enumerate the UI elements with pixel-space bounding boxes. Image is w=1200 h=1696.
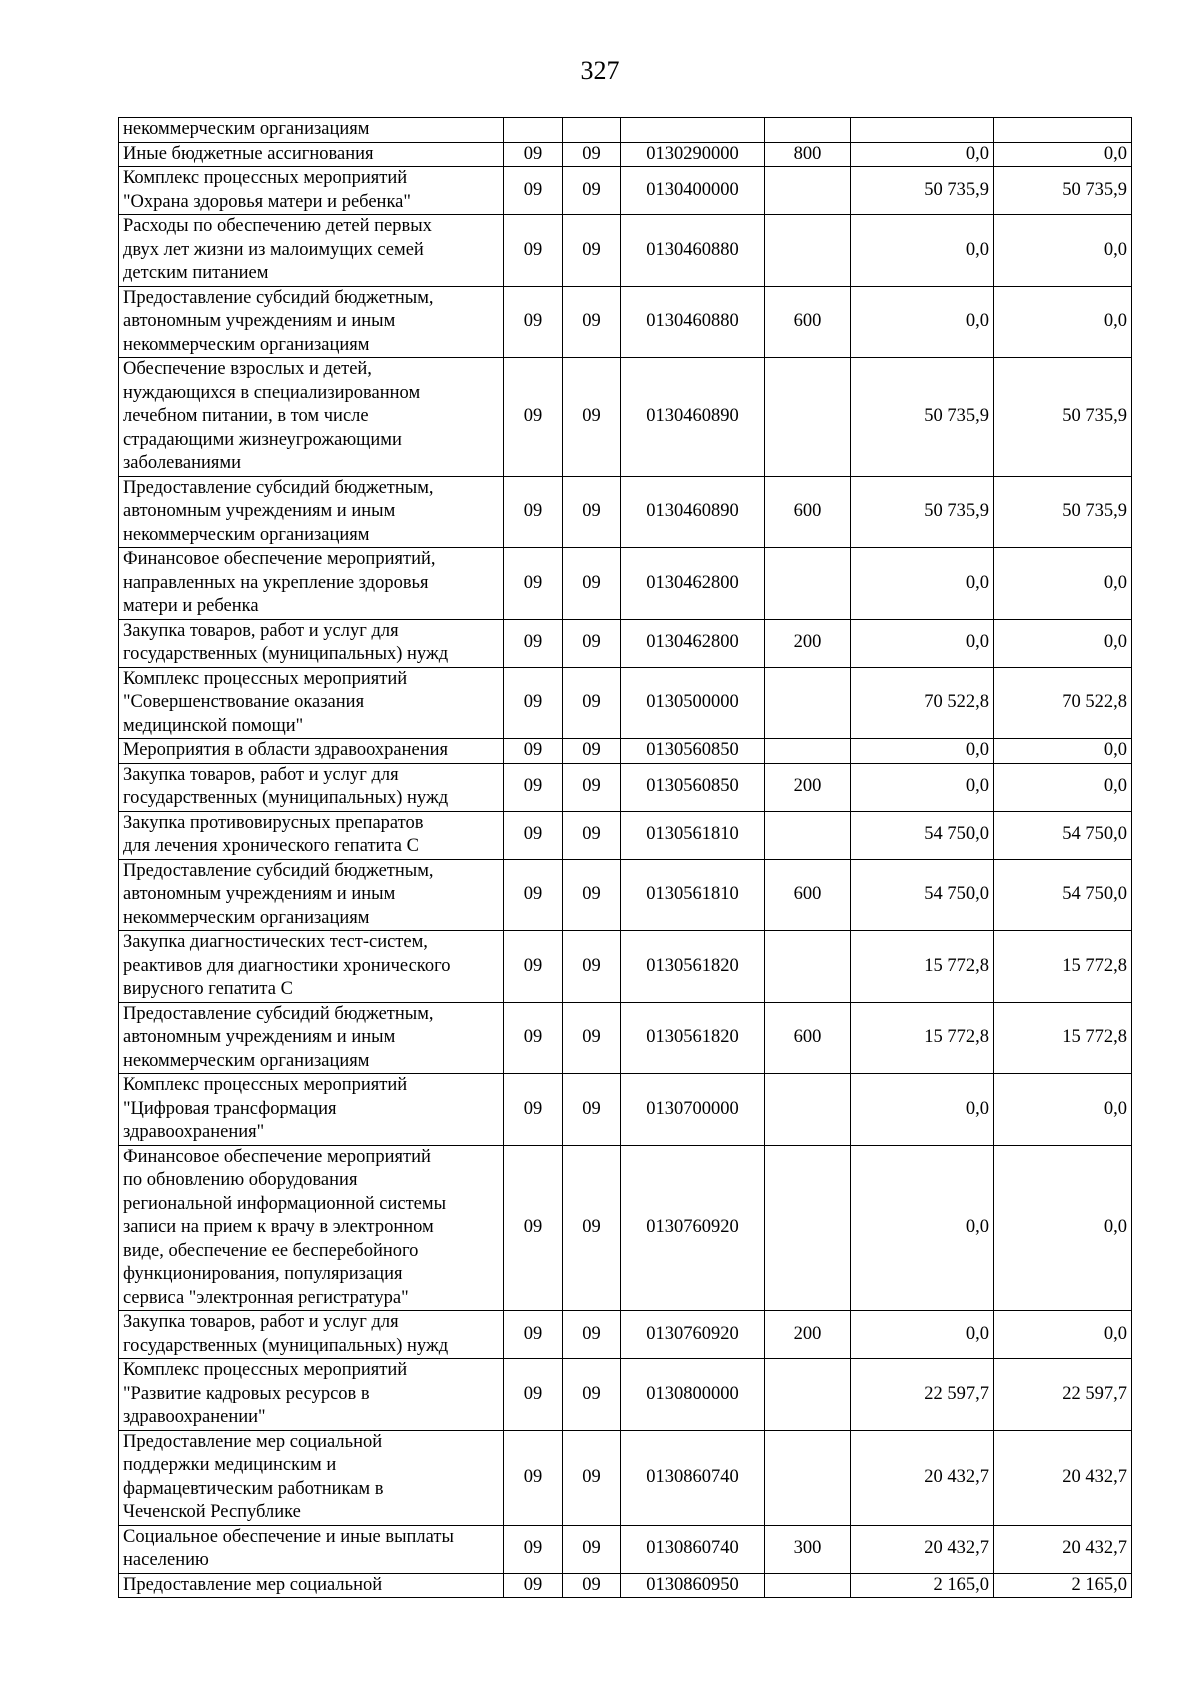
table-row <box>119 1311 1132 1359</box>
row-name: Финансовое обеспечение мероприятий по обновлению оборудования региональной информационной системы записи на прием к врачу в электронном виде, обеспечение ее бесперебойного функционирования, популяризация сервиса "электронная регистратура" <box>119 1145 504 1311</box>
row-section-code: 09 <box>504 931 563 1003</box>
page-number: 327 <box>580 56 620 85</box>
row-amount-2: 0,0 <box>994 142 1132 167</box>
row-target-article: 0130760920 <box>621 1311 765 1359</box>
row-amount-1: 0,0 <box>851 739 994 764</box>
row-section-code: 09 <box>504 1573 563 1598</box>
row-amount-2: 54 750,0 <box>994 859 1132 931</box>
row-expense-type: 600 <box>765 1002 851 1074</box>
row-amount-2: 0,0 <box>994 1145 1132 1311</box>
row-subsection-code: 09 <box>563 548 621 620</box>
row-amount-1: 15 772,8 <box>851 1002 994 1074</box>
row-amount-1: 54 750,0 <box>851 811 994 859</box>
row-amount-2: 20 432,7 <box>994 1430 1132 1525</box>
row-name: Комплекс процессных мероприятий "Совершенствование оказания медицинской помощи" <box>119 667 504 739</box>
row-expense-type: 600 <box>765 286 851 358</box>
row-subsection-code: 09 <box>563 286 621 358</box>
row-amount-1: 0,0 <box>851 142 994 167</box>
row-amount-2: 0,0 <box>994 763 1132 811</box>
row-amount-1: 20 432,7 <box>851 1525 994 1573</box>
row-target-article: 0130561820 <box>621 1002 765 1074</box>
row-subsection-code: 09 <box>563 1430 621 1525</box>
row-target-article: 0130700000 <box>621 1074 765 1146</box>
row-target-article: 0130760920 <box>621 1145 765 1311</box>
row-expense-type <box>765 1430 851 1525</box>
table-row <box>119 931 1132 1003</box>
row-amount-2: 50 735,9 <box>994 476 1132 548</box>
row-amount-1: 2 165,0 <box>851 1573 994 1598</box>
table-row <box>119 763 1132 811</box>
row-section-code: 09 <box>504 167 563 215</box>
row-section-code: 09 <box>504 1525 563 1573</box>
row-target-article: 0130462800 <box>621 619 765 667</box>
table-row <box>119 548 1132 620</box>
row-name: Закупка противовирусных препаратов для лечения хронического гепатита С <box>119 811 504 859</box>
row-expense-type: 200 <box>765 1311 851 1359</box>
row-expense-type: 200 <box>765 763 851 811</box>
row-name: Предоставление мер социальной поддержки медицинским и фармацевтическим работникам в Чеченской Республике <box>119 1430 504 1525</box>
row-expense-type: 800 <box>765 142 851 167</box>
row-expense-type <box>765 358 851 477</box>
row-section-code: 09 <box>504 215 563 287</box>
row-subsection-code: 09 <box>563 358 621 477</box>
row-amount-2: 0,0 <box>994 1074 1132 1146</box>
row-target-article: 0130561820 <box>621 931 765 1003</box>
row-name: Финансовое обеспечение мероприятий, направленных на укрепление здоровья матери и ребенка <box>119 548 504 620</box>
row-amount-2: 15 772,8 <box>994 931 1132 1003</box>
row-subsection-code: 09 <box>563 1145 621 1311</box>
table-row <box>119 1359 1132 1431</box>
table-row <box>119 739 1132 764</box>
row-expense-type <box>765 739 851 764</box>
row-name: Комплекс процессных мероприятий "Развитие кадровых ресурсов в здравоохранении" <box>119 1359 504 1431</box>
row-amount-1: 50 735,9 <box>851 167 994 215</box>
row-target-article: 0130462800 <box>621 548 765 620</box>
row-name: Предоставление субсидий бюджетным, автономным учреждениям и иным некоммерческим организациям <box>119 859 504 931</box>
table-row <box>119 476 1132 548</box>
table-row <box>119 1430 1132 1525</box>
row-expense-type <box>765 215 851 287</box>
row-section-code <box>504 118 563 143</box>
row-expense-type: 200 <box>765 619 851 667</box>
row-target-article: 0130500000 <box>621 667 765 739</box>
row-section-code: 09 <box>504 286 563 358</box>
row-amount-1: 0,0 <box>851 548 994 620</box>
row-section-code: 09 <box>504 1145 563 1311</box>
row-amount-2: 0,0 <box>994 548 1132 620</box>
row-subsection-code: 09 <box>563 167 621 215</box>
row-expense-type <box>765 167 851 215</box>
table-row <box>119 1525 1132 1573</box>
row-target-article: 0130460890 <box>621 358 765 477</box>
row-amount-2: 50 735,9 <box>994 358 1132 477</box>
table-row <box>119 667 1132 739</box>
row-amount-1: 15 772,8 <box>851 931 994 1003</box>
row-name: Обеспечение взрослых и детей, нуждающихся в специализированном лечебном питании, в том числе страдающими жизнеугрожающими заболеваниями <box>119 358 504 477</box>
row-section-code: 09 <box>504 548 563 620</box>
row-amount-1: 70 522,8 <box>851 667 994 739</box>
row-target-article: 0130460880 <box>621 215 765 287</box>
row-amount-1: 50 735,9 <box>851 358 994 477</box>
row-subsection-code: 09 <box>563 811 621 859</box>
table-row <box>119 167 1132 215</box>
row-section-code: 09 <box>504 1430 563 1525</box>
row-expense-type <box>765 931 851 1003</box>
row-name: некоммерческим организациям <box>119 118 504 143</box>
table-row <box>119 1145 1132 1311</box>
table-row <box>119 1573 1132 1598</box>
row-section-code: 09 <box>504 1074 563 1146</box>
row-amount-2: 15 772,8 <box>994 1002 1132 1074</box>
row-expense-type: 600 <box>765 476 851 548</box>
row-amount-1: 54 750,0 <box>851 859 994 931</box>
row-subsection-code: 09 <box>563 476 621 548</box>
row-amount-1: 20 432,7 <box>851 1430 994 1525</box>
table-row <box>119 286 1132 358</box>
row-target-article: 0130560850 <box>621 739 765 764</box>
row-name: Мероприятия в области здравоохранения <box>119 739 504 764</box>
row-expense-type <box>765 1359 851 1431</box>
row-section-code: 09 <box>504 142 563 167</box>
row-subsection-code: 09 <box>563 619 621 667</box>
table-body <box>119 118 1132 1598</box>
row-amount-1: 22 597,7 <box>851 1359 994 1431</box>
row-target-article: 0130860740 <box>621 1525 765 1573</box>
row-amount-1 <box>851 118 994 143</box>
row-amount-2: 0,0 <box>994 215 1132 287</box>
row-subsection-code: 09 <box>563 1573 621 1598</box>
row-section-code: 09 <box>504 739 563 764</box>
row-subsection-code: 09 <box>563 1074 621 1146</box>
row-subsection-code: 09 <box>563 142 621 167</box>
row-target-article <box>621 118 765 143</box>
row-amount-1: 0,0 <box>851 1311 994 1359</box>
row-amount-2: 70 522,8 <box>994 667 1132 739</box>
row-target-article: 0130560850 <box>621 763 765 811</box>
row-amount-1: 0,0 <box>851 763 994 811</box>
row-subsection-code: 09 <box>563 763 621 811</box>
row-amount-1: 0,0 <box>851 1145 994 1311</box>
row-subsection-code: 09 <box>563 1002 621 1074</box>
row-expense-type <box>765 1573 851 1598</box>
row-expense-type <box>765 667 851 739</box>
row-amount-2: 22 597,7 <box>994 1359 1132 1431</box>
row-amount-2: 50 735,9 <box>994 167 1132 215</box>
row-amount-2: 0,0 <box>994 739 1132 764</box>
row-amount-2: 0,0 <box>994 619 1132 667</box>
row-name: Закупка товаров, работ и услуг для государственных (муниципальных) нужд <box>119 763 504 811</box>
row-amount-1: 0,0 <box>851 215 994 287</box>
row-section-code: 09 <box>504 1311 563 1359</box>
row-amount-2: 2 165,0 <box>994 1573 1132 1598</box>
row-target-article: 0130460890 <box>621 476 765 548</box>
row-amount-2 <box>994 118 1132 143</box>
row-name: Иные бюджетные ассигнования <box>119 142 504 167</box>
table-row <box>119 619 1132 667</box>
table-row <box>119 142 1132 167</box>
table-row <box>119 1074 1132 1146</box>
row-name: Закупка диагностических тест-систем, реактивов для диагностики хронического вирусного гепатита С <box>119 931 504 1003</box>
row-expense-type <box>765 1145 851 1311</box>
row-section-code: 09 <box>504 476 563 548</box>
row-target-article: 0130860740 <box>621 1430 765 1525</box>
table-row <box>119 118 1132 143</box>
row-target-article: 0130290000 <box>621 142 765 167</box>
row-name: Комплекс процессных мероприятий "Охрана здоровья матери и ребенка" <box>119 167 504 215</box>
row-expense-type: 300 <box>765 1525 851 1573</box>
row-amount-1: 50 735,9 <box>851 476 994 548</box>
row-subsection-code <box>563 118 621 143</box>
row-section-code: 09 <box>504 358 563 477</box>
table-row <box>119 1002 1132 1074</box>
row-target-article: 0130400000 <box>621 167 765 215</box>
row-expense-type: 600 <box>765 859 851 931</box>
row-section-code: 09 <box>504 763 563 811</box>
row-section-code: 09 <box>504 1002 563 1074</box>
budget-table <box>118 117 1132 1598</box>
row-expense-type <box>765 811 851 859</box>
table-row <box>119 358 1132 477</box>
row-amount-2: 0,0 <box>994 286 1132 358</box>
row-section-code: 09 <box>504 811 563 859</box>
row-name: Социальное обеспечение и иные выплаты населению <box>119 1525 504 1573</box>
row-amount-1: 0,0 <box>851 286 994 358</box>
row-amount-1: 0,0 <box>851 1074 994 1146</box>
row-subsection-code: 09 <box>563 1525 621 1573</box>
row-expense-type <box>765 548 851 620</box>
table-row <box>119 215 1132 287</box>
row-subsection-code: 09 <box>563 215 621 287</box>
row-section-code: 09 <box>504 859 563 931</box>
row-subsection-code: 09 <box>563 931 621 1003</box>
row-name: Закупка товаров, работ и услуг для государственных (муниципальных) нужд <box>119 619 504 667</box>
row-expense-type <box>765 1074 851 1146</box>
row-target-article: 0130800000 <box>621 1359 765 1431</box>
row-section-code: 09 <box>504 667 563 739</box>
row-name: Предоставление субсидий бюджетным, автономным учреждениям и иным некоммерческим организациям <box>119 476 504 548</box>
row-name: Предоставление субсидий бюджетным, автономным учреждениям и иным некоммерческим организациям <box>119 1002 504 1074</box>
row-target-article: 0130460880 <box>621 286 765 358</box>
row-amount-2: 20 432,7 <box>994 1525 1132 1573</box>
row-amount-2: 54 750,0 <box>994 811 1132 859</box>
row-name: Комплекс процессных мероприятий "Цифровая трансформация здравоохранения" <box>119 1074 504 1146</box>
row-subsection-code: 09 <box>563 667 621 739</box>
row-section-code: 09 <box>504 619 563 667</box>
row-subsection-code: 09 <box>563 1359 621 1431</box>
row-target-article: 0130561810 <box>621 811 765 859</box>
row-amount-1: 0,0 <box>851 619 994 667</box>
row-name: Предоставление субсидий бюджетным, автономным учреждениям и иным некоммерческим организациям <box>119 286 504 358</box>
row-subsection-code: 09 <box>563 859 621 931</box>
table-row <box>119 811 1132 859</box>
table-row <box>119 859 1132 931</box>
row-subsection-code: 09 <box>563 1311 621 1359</box>
row-section-code: 09 <box>504 1359 563 1431</box>
row-expense-type <box>765 118 851 143</box>
row-name: Предоставление мер социальной <box>119 1573 504 1598</box>
row-target-article: 0130860950 <box>621 1573 765 1598</box>
row-amount-2: 0,0 <box>994 1311 1132 1359</box>
row-target-article: 0130561810 <box>621 859 765 931</box>
row-subsection-code: 09 <box>563 739 621 764</box>
row-name: Закупка товаров, работ и услуг для государственных (муниципальных) нужд <box>119 1311 504 1359</box>
row-name: Расходы по обеспечению детей первых двух лет жизни из малоимущих семей детским питанием <box>119 215 504 287</box>
